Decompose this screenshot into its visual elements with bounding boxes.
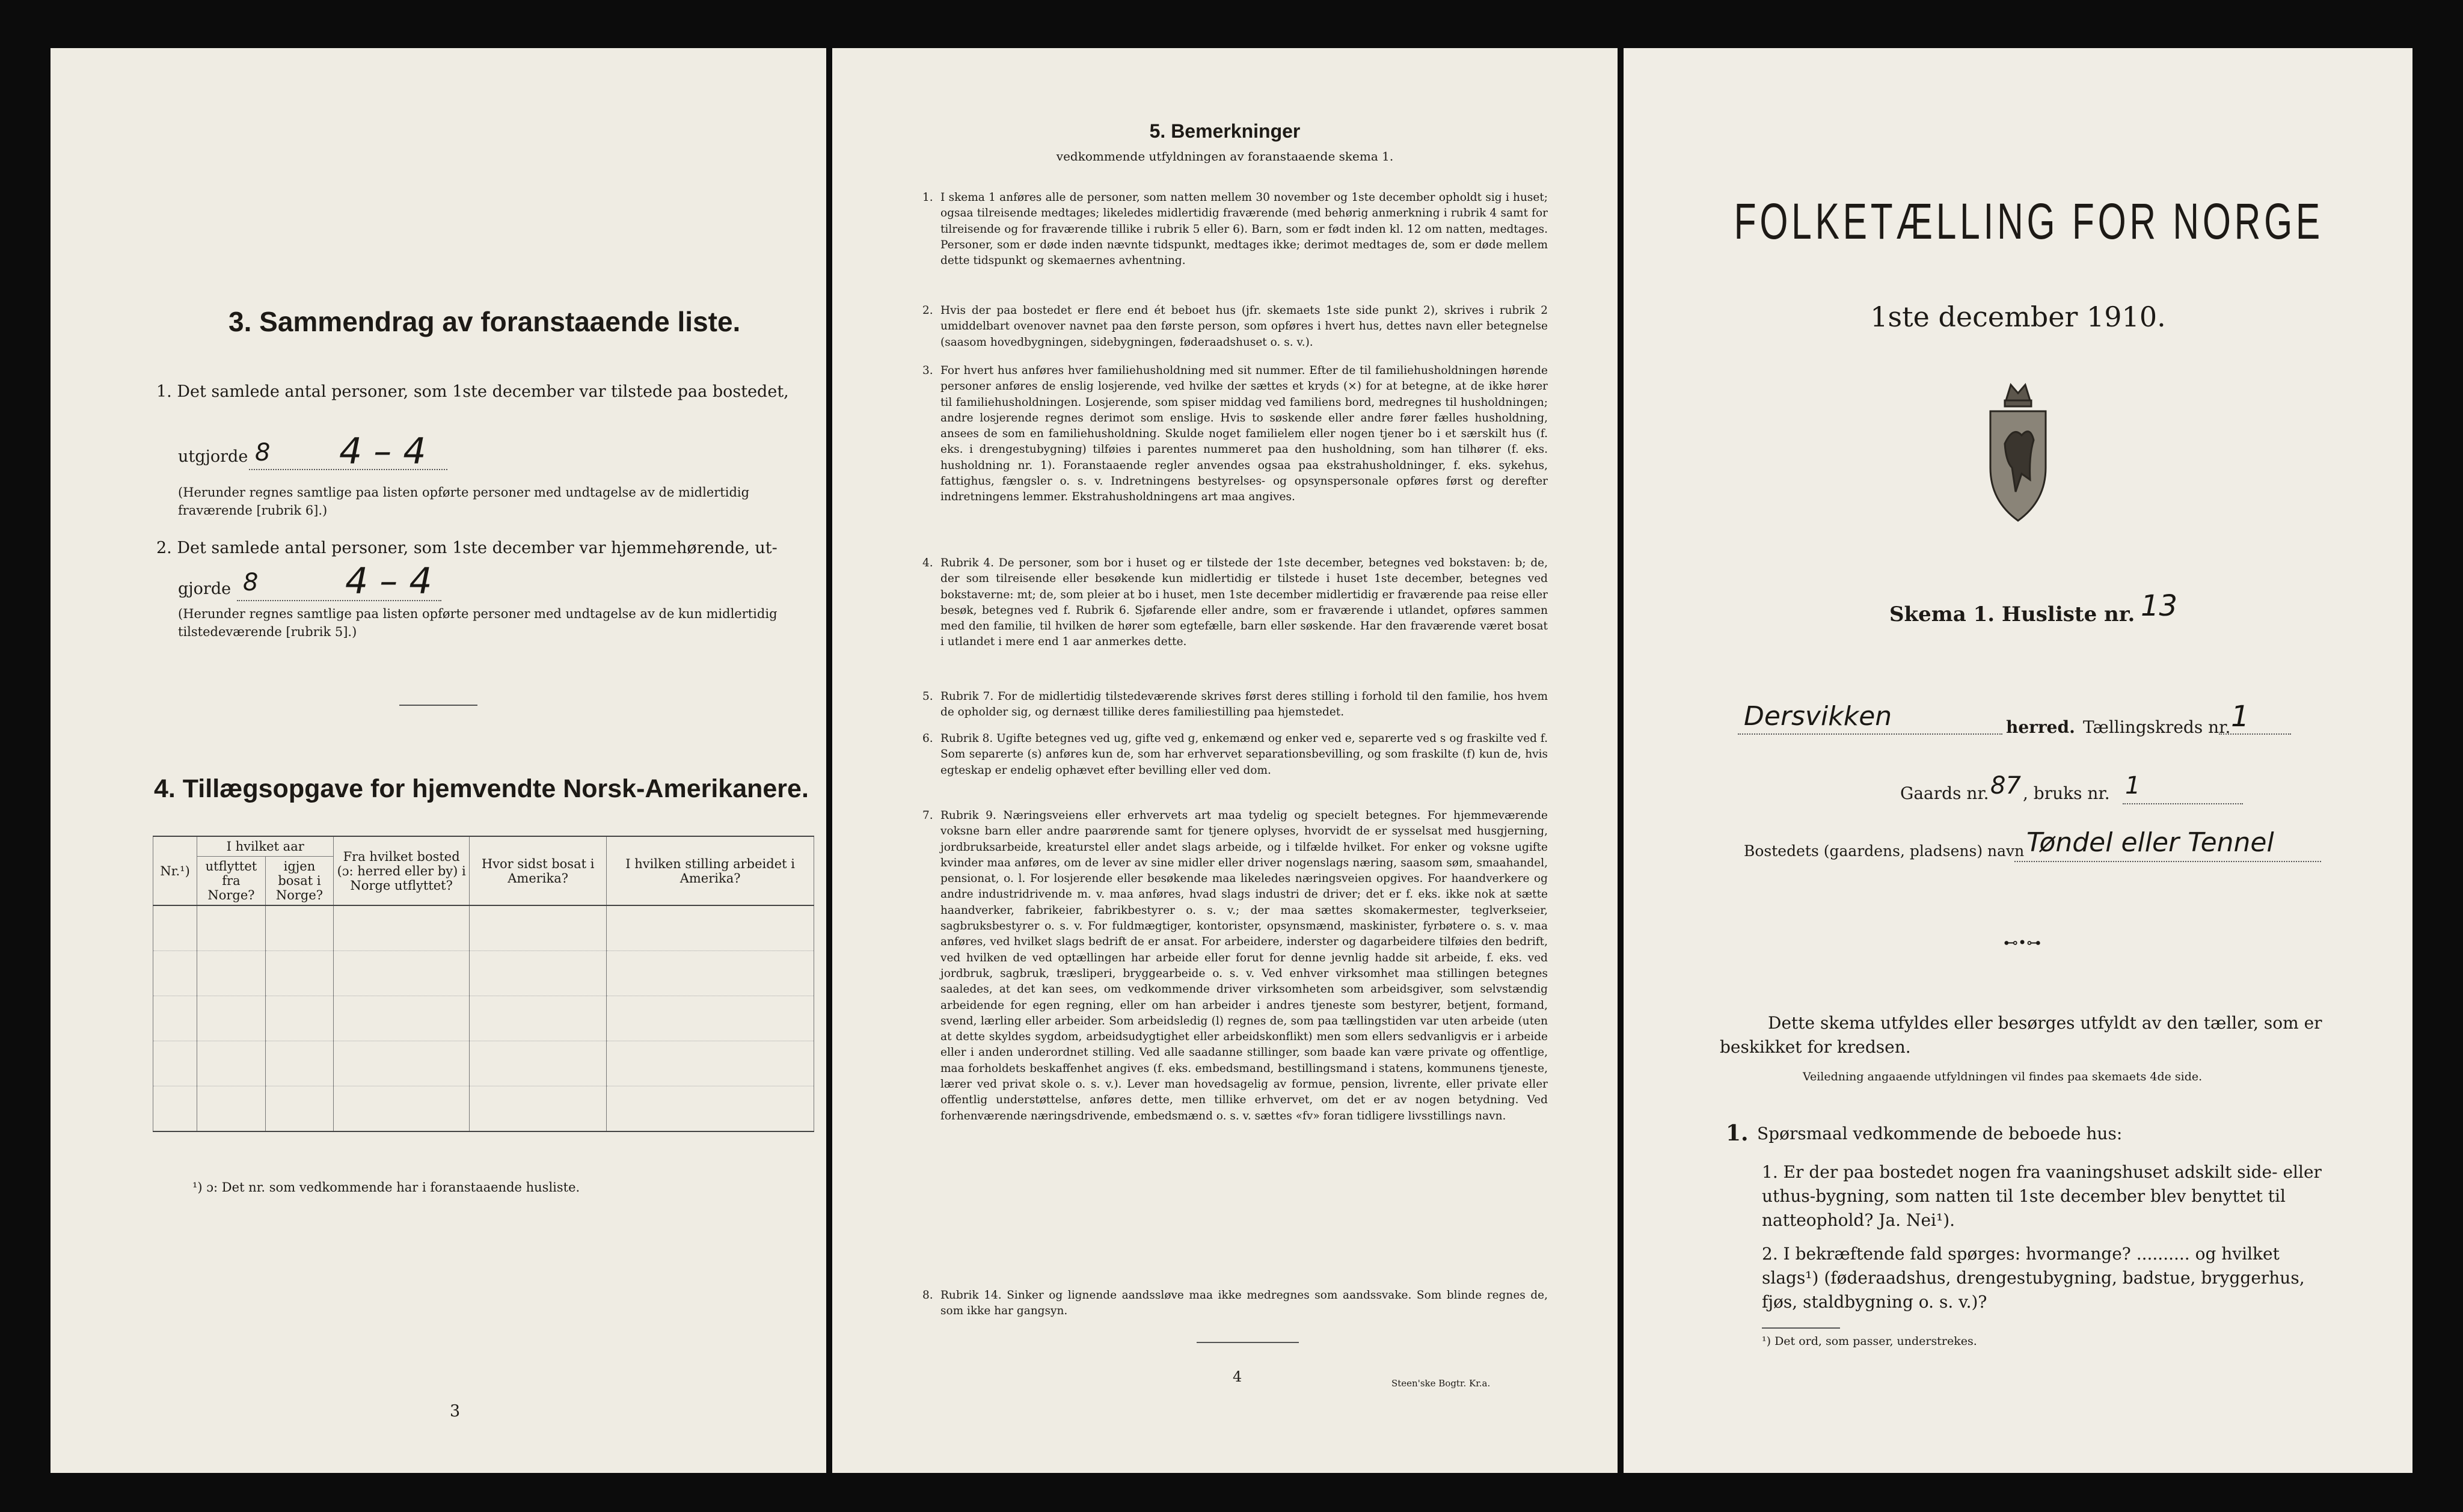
cover-date: 1ste december 1910. (1870, 301, 2166, 333)
gaards-label: Gaards nr. (1900, 783, 1989, 803)
item2-text: 2. Det samlede antal personer, som 1ste december var hjemmehørende, ut- (156, 539, 778, 557)
item1-text: 1. Det samlede antal personer, som 1ste december var tilstede paa bostedet, (156, 382, 789, 401)
question-heading: Spørsmaal vedkommende de beboede hus: (1757, 1124, 2123, 1143)
remark-item-3: 3. For hvert hus anføres hver familiehusholdning med sit nummer. Efter de til familiehusholdningen hørende personer anføres de enslig losjerende, ved hvilke der sættes et kryds (×) for at betegne, at de ikke hører til familiehusholdningen. Losjerende, som spiser middag ved familiens bord, medregnes til husholdningen; andre losjerende regnes derimot som enslige. Hvis to søskende eller andre fører fælles husholdning, ansees de som en familiehusholdning. Skulde noget familielem eller nogen tjener bo i et særskilt hus (f. eks. i drengestubygning) tilføies i parentes nummeret paa den husholdning, som han tilhører (f. eks. husholdning nr. 1). Foranstaaende regler anvendes ogsaa paa ekstrahusholdninger, f. eks. sykehus, fattighus, fængsler o. s. v. Indretningens bestyrelses- og opsynspersonale opføres først og derefter indretningens lemmer. Ekstrahusholdningens art maa angives. (922, 364, 1548, 504)
item1-note: (Herunder regnes samtlige paa listen opførte personer med undtagelse av de midlertidig fraværende [rubrik 6].) (178, 485, 750, 518)
printer-note: Steen'ske Bogtr. Kr.a. (1391, 1378, 1491, 1389)
remarks-title: 5. Bemerkninger (1149, 120, 1301, 142)
bruks-label: , bruks nr. (2023, 783, 2110, 803)
kreds-label: Tællingskreds nr. (2083, 717, 2231, 737)
item1-handwriting-b: 4 – 4 (339, 430, 426, 473)
footnote: ¹) ɔ: Det nr. som vedkommende har i foranstaaende husliste. (192, 1180, 580, 1195)
page-remarks (832, 48, 1618, 1473)
col-utflyttet: utflyttet fra Norge? (197, 857, 266, 906)
item2-handwriting-a: 8 (243, 569, 259, 596)
remarks-subtitle: vedkommende utfyldningen av foranstaaende skema 1. (1056, 149, 1394, 164)
table-row (153, 1041, 814, 1086)
remark-item-4: 4. Rubrik 4. De personer, som bor i huset og er tilstede der 1ste december, betegnes ved bokstaven: b; de, der som tilreisende eller besøkende kun midlertidig er tilstede i huset 1ste december, betegnes ved bokstaverne: mt; de, som pleier at bo i huset, men 1ste december midlertidig er fraværende paa reise eller besøk, betegnes ved f. Rubrik 6. Sjøfarende eller andre, som er fraværende i utlandet, opføres sammen med den familie, til hvilken de hører som egtefælle, barn eller søskende. Har den fraværende været bosat i utlandet i mere end 1 aar anmerkes dette. (922, 557, 1548, 649)
divider (399, 705, 477, 706)
divider (1762, 1327, 1840, 1329)
col-stilling: I hvilken stilling arbeidet i Amerika? (607, 836, 814, 905)
item1-label: utgjorde (178, 447, 248, 466)
bruks-handwriting: 1 (2125, 772, 2141, 800)
item2-handwriting-b: 4 – 4 (345, 560, 432, 602)
guidance-note: Veiledning angaaende utfyldningen vil findes paa skemaets 4de side. (1803, 1070, 2203, 1083)
section4-title: 4. Tillægsopgave for hjemvendte Norsk-Amerikanere. (154, 774, 809, 803)
page-cover (1624, 48, 2412, 1473)
col-group-year: I hvilket aar (197, 836, 334, 857)
bruks-line (2123, 803, 2243, 804)
remark-item-5: 5. Rubrik 7. For de midlertidig tilstedeværende skrives først deres stilling i forhold til den familie, hos hvem de opholder sig, og dernæst tillike deres familiestilling paa hjemstedet. (922, 690, 1548, 719)
col-fra: Fra hvilket bosted (ɔ: herred eller by) i Norge utflyttet? (334, 836, 470, 905)
coat-of-arms-icon (1982, 378, 2054, 528)
item2-note: (Herunder regnes samtlige paa listen opførte personer med undtagelse av de kun midlertidig tilstedeværende [rubrik 5].) (178, 607, 778, 639)
cover-title: FOLKETÆLLING FOR NORGE (1734, 193, 2323, 249)
gaards-handwriting: 87 (1990, 772, 2021, 800)
bosted-line (2014, 861, 2321, 862)
table-row (153, 951, 814, 996)
husliste-nr: 13 (2141, 589, 2178, 623)
remark-item-2: 2. Hvis der paa bostedet er flere end ét beboet hus (jfr. skemaets 1ste side punkt 2), skrives i rubrik 2 umiddelbart ovenover navnet paa den første person, som opføres i hvert hus, dettes navn eller betegnelse (saasom hovedbygningen, sidebygningen, føderaadshuset o. s. v.). (922, 304, 1548, 349)
bosted-label: Bostedets (gaardens, pladsens) navn (1744, 842, 2025, 860)
remark-item-7: 7. Rubrik 9. Næringsveiens eller erhvervets art maa tydelig og specielt betegnes. For hjemmeværende voksne barn eller andre paarørende samt for tjenere oplyses, hvorvidt de er sysselsat med husgjerning, jordbruksarbeide, kreaturstel eller andet slags arbeide, og i tilfælde hvilket. For enker og voksne ugifte kvinder maa anføres, om de lever av sine midler eller driver nogenslags næring, saasom søm, smaahandel, pensionat, o. l. For losjerende eller besøkende maa likeledes næringsveien opgives. For haandverkere og andre industridrivende m. v. maa anføres, hvad slags industri de driver; det er f. eks. ikke nok at sætte haandverker, fabrikeier, fabrikbestyrer o. s. v.; der maa sættes skomakermester, teglverkseier, sagbruksbestyrer o. s. v. For fuldmægtiger, kontorister, opsynsmænd, maskinister, fyrbøtere o. s. v. maa anføres, ved hvilket slags bedrift de er ansat. For arbeidere, inderster og dagarbeidere tilføies den bedrift, ved hvilken de ved optællingen har arbeide eller forut for denne jevnlig hadde sit arbeide, f. eks. ved jordbruk, sagbruk, træsliperi, bryggearbeide o. s. v. Ved enhver virksomhet maa stillingen betegnes saaledes, at det kan sees, om vedkommende driver virksomheten som arbeidsgiver, som selvstændig arbeidende for egen regning, eller om han arbeider i andres tjeneste som bestyrer, betjent, formand, svend, lærling eller arbeider. Som arbeidsledig (l) regnes de, som paa tællingstiden var uten arbeide (uten at dette skyldes sygdom, arbeidsudygtighet eller arbeidskonflikt) men som ellers sedvanligvis er i arbeide eller i anden underordnet stilling. Ved alle saadanne stillinger, som baade kan være private og offentlige, maa forholdets beskaffenhet angives (f. eks. embedsmand, bestillingsmand i statens, kommunens tjeneste, lærer ved privat skole o. s. v.). Lever man hovedsagelig av formue, pension, livrente, eller private eller offentlig understøttelse, anføres dette, men tillike erhvervet, om det er av nogen betydning. Ved forhenværende næringsdrivende, embedsmænd o. s. v. sættes «fv» foran tidligere livsstillings navn. (922, 809, 1548, 1122)
divider (1197, 1342, 1299, 1343)
intro-paragraph: Dette skema utfyldes eller besørges utfyldt av den tæller, som er beskikket for kredsen. (1720, 1013, 2322, 1057)
question-1: 1. Er der paa bostedet nogen fra vaaningshuset adskilt side- eller uthus-bygning, som natten til 1ste december blev benyttet til natteophold? Ja. Nei¹). (1762, 1162, 2322, 1230)
table-row (153, 1086, 814, 1132)
col-hvor: Hvor sidst bosat i Amerika? (470, 836, 607, 905)
page-number: 4 (1233, 1368, 1242, 1385)
question-2: 2. I bekræftende fald spørges: hvormange? .......... og hvilket slags¹) (føderaadshus, drengestubygning, badstue, bryggerhus, fjøs, staldbygning o. s. v.)? (1762, 1244, 2305, 1312)
herred-label: herred. (2006, 717, 2075, 737)
remark-item-6: 6. Rubrik 8. Ugifte betegnes ved ug, gifte ved g, enkemænd og enker ved e, separerte ved s og fraskilte ved f. Som separerte (s) anføres kun de, som har erhvervet separationsbevilling, og som fraskilte (f) kun de, hvis egteskap er endelig ophævet efter bevilling eller ved dom. (922, 732, 1548, 777)
bosted-handwriting: Tøndel eller Tennel (2026, 827, 2274, 858)
remark-item-8: 8. Rubrik 14. Sinker og lignende aandssløve maa ikke medregnes som aandssvake. Som blinde regnes de, som ikke har gangsyn. (922, 1289, 1548, 1318)
table-row (153, 905, 814, 951)
page-summary (51, 48, 826, 1473)
footnote: ¹) Det ord, som passer, understrekes. (1762, 1335, 1977, 1348)
ornament-icon: ⊷•⊶ (2004, 934, 2041, 951)
herred-line (1738, 733, 2002, 735)
herred-handwriting: Dersvikken (1744, 701, 1892, 732)
norsk-amerikanere-table (153, 836, 814, 1132)
section3-title: 3. Sammendrag av foranstaaende liste. (229, 306, 741, 337)
cover-title-wrap (1624, 192, 2412, 251)
table-row (153, 996, 814, 1041)
question-heading-number: 1. (1726, 1121, 1749, 1146)
col-nr: Nr.¹) (153, 836, 197, 905)
remark-item-1: 1. I skema 1 anføres alle de personer, som natten mellem 30 november og 1ste december opholdt sig i huset; ogsaa tilreisende medtages; likeledes midlertidig fraværende (med behørig anmerkning i rubrik 4 samt for tilreisende og for fraværende tillike i rubrik 5 eller 6). Barn, som er født inden kl. 12 om natten, medtages. Personer, som er døde inden nævnte tidspunkt, medtages ikke; derimot medtages de, som er døde mellem dette tidspunkt og skemaernes avhentning. (922, 191, 1548, 268)
kreds-line (2219, 733, 2291, 735)
skema-label: Skema 1. Husliste nr. (1889, 602, 2135, 626)
item2-label: gjorde (178, 580, 232, 598)
page-number: 3 (450, 1402, 461, 1421)
kreds-handwriting: 1 (2231, 700, 2250, 733)
item1-handwriting-a: 8 (255, 439, 271, 467)
col-igjen: igjen bosat i Norge? (265, 857, 334, 906)
